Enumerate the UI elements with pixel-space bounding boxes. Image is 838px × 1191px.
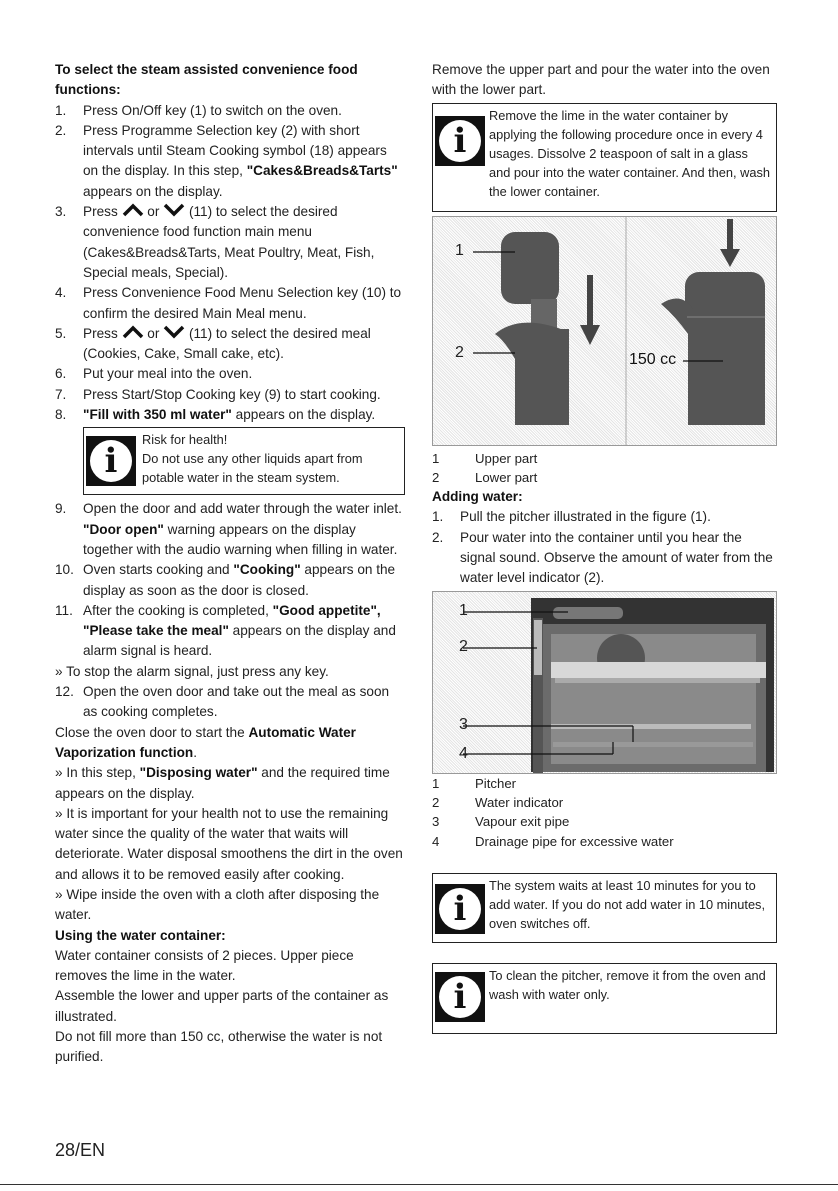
figure-label-150cc: 150 cc — [629, 350, 677, 368]
right-column — [432, 60, 777, 1038]
oven-figure — [432, 591, 777, 774]
step-11: 11. After the cooking is completed, "Good appetite", "Please take the meal" appears on the display and alarm signal is heard. — [55, 602, 396, 659]
disposing-text: » In this step, "Disposing water" and the required time appears on the display. — [55, 765, 390, 801]
step-7: 7. Press Start/Stop Cooking key (9) to start cooking. — [55, 386, 381, 402]
stop-alarm-text: » To stop the alarm signal, just press any key. — [55, 663, 329, 679]
oven-label-1: 1 — [459, 601, 468, 619]
down-arrow-icon — [163, 203, 185, 217]
step-2: 2. Press Programme Selection key (2) with short intervals until Steam Cooking symbol (18) appears on the display. In this step, "Cakes&Breads&Tarts" appears on the display. — [55, 122, 398, 199]
adding-step-2: 2. Pour water into the container until you hear the signal sound. Observe the amount of water from the water level indicator (2). — [432, 529, 773, 586]
lower-part-shape — [495, 322, 569, 424]
step-3: 3. Press or (11) to select the desired convenience food function main menu (Cakes&Breads&Tarts, Meat Poultry, Meat, Fish, Special meals, Special). — [55, 204, 375, 280]
step-5: 5. Press or (11) to select the desired meal (Cookies, Cake, Small cake, etc). — [55, 325, 371, 362]
lime-removal-note: i Remove the lime in the water container by applying the following procedure once in every 4 usages. Dissolve 2 teaspoon of salt in a glass and pour into the water container. And then, wash the lower container. — [432, 103, 777, 212]
pitcher-shape — [553, 607, 623, 619]
oven-label-3: 3 — [459, 715, 468, 733]
water-container-figure — [432, 216, 777, 446]
oven-label-2: 2 — [459, 637, 468, 655]
info-icon: i — [86, 436, 136, 486]
container-paragraph-2: Assemble the lower and upper parts of the container as illustrated. — [55, 988, 389, 1024]
step-12: 12. Open the oven door and take out the meal as soon as cooking completes. — [55, 684, 390, 720]
step-10: 10. Oven starts cooking and "Cooking" appears on the display as soon as the door is closed. — [55, 562, 396, 598]
clean-pitcher-note: i To clean the pitcher, remove it from the oven and wash with water only. — [432, 963, 777, 1034]
health-warning-note: i Risk for health! Do not use any other liquids apart from potable water in the steam system. — [83, 427, 405, 495]
step-4: 4. Press Convenience Food Menu Selection key (10) to confirm the desired Main Meal menu. — [55, 285, 402, 321]
adding-step-1: 1. Pull the pitcher illustrated in the figure (1). — [432, 509, 711, 525]
up-arrow-icon — [122, 325, 144, 339]
step-6: 6. Put your meal into the oven. — [55, 366, 253, 382]
legend-vapour-exit: 3 Vapour exit pipe — [432, 814, 570, 830]
info-icon: i — [435, 972, 485, 1022]
figure-label-2: 2 — [455, 343, 464, 361]
step-1: 1. Press On/Off key (1) to switch on the oven. — [55, 102, 342, 118]
legend-lower-part: 2 Lower part — [432, 469, 538, 485]
important-text: » It is important for your health not to use the remaining water since the quality of the water that waits will deteriorate. Water disposal smoothens the dirt in the oven and allows it to be removed easily after cooking. — [55, 805, 403, 882]
down-arrow-icon — [163, 325, 185, 339]
steam-functions-heading: To select the steam assisted convenience food functions: — [55, 62, 358, 98]
info-icon: i — [435, 116, 485, 166]
container-paragraph-1: Water container consists of 2 pieces. Upper piece removes the lime in the water. — [55, 947, 354, 984]
legend-upper-part: 1 Upper part — [432, 450, 538, 466]
legend-water-indicator: 2 Water indicator — [432, 794, 564, 810]
wipe-text: » Wipe inside the oven with a cloth after disposing the water. — [55, 886, 380, 923]
close-door-text: Close the oven door to start the Automatic Water Vaporization function. — [55, 724, 356, 760]
left-column — [55, 60, 405, 1068]
container-paragraph-3: Do not fill more than 150 cc, otherwise the water is not purified. — [55, 1029, 383, 1065]
legend-pitcher: 1 Pitcher — [432, 775, 517, 791]
figure-label-1: 1 — [455, 241, 464, 259]
upper-part-shape — [501, 232, 559, 304]
up-arrow-icon — [122, 203, 144, 217]
info-icon: i — [435, 884, 485, 934]
step-8: 8. "Fill with 350 ml water" appears on the display. — [55, 407, 376, 423]
step-9: 9. Open the door and add water through the water inlet. "Door open" warning appears on the display together with the audio warning when filling in water. — [55, 501, 402, 557]
page-number: 28/EN — [55, 1140, 106, 1160]
oven-rack-shape — [551, 662, 766, 678]
legend-drainage-pipe: 4 Drainage pipe for excessive water — [432, 833, 674, 849]
adding-water-heading: Adding water: — [432, 489, 523, 505]
water-container-heading: Using the water container: — [55, 927, 226, 943]
wait-minutes-note: i The system waits at least 10 minutes for you to add water. If you do not add water in 10 minutes, oven switches off. — [432, 873, 777, 943]
oven-label-4: 4 — [459, 744, 468, 762]
remove-upper-text: Remove the upper part and pour the water into the oven with the lower part. — [432, 62, 770, 98]
bottom-rule — [0, 1184, 838, 1185]
